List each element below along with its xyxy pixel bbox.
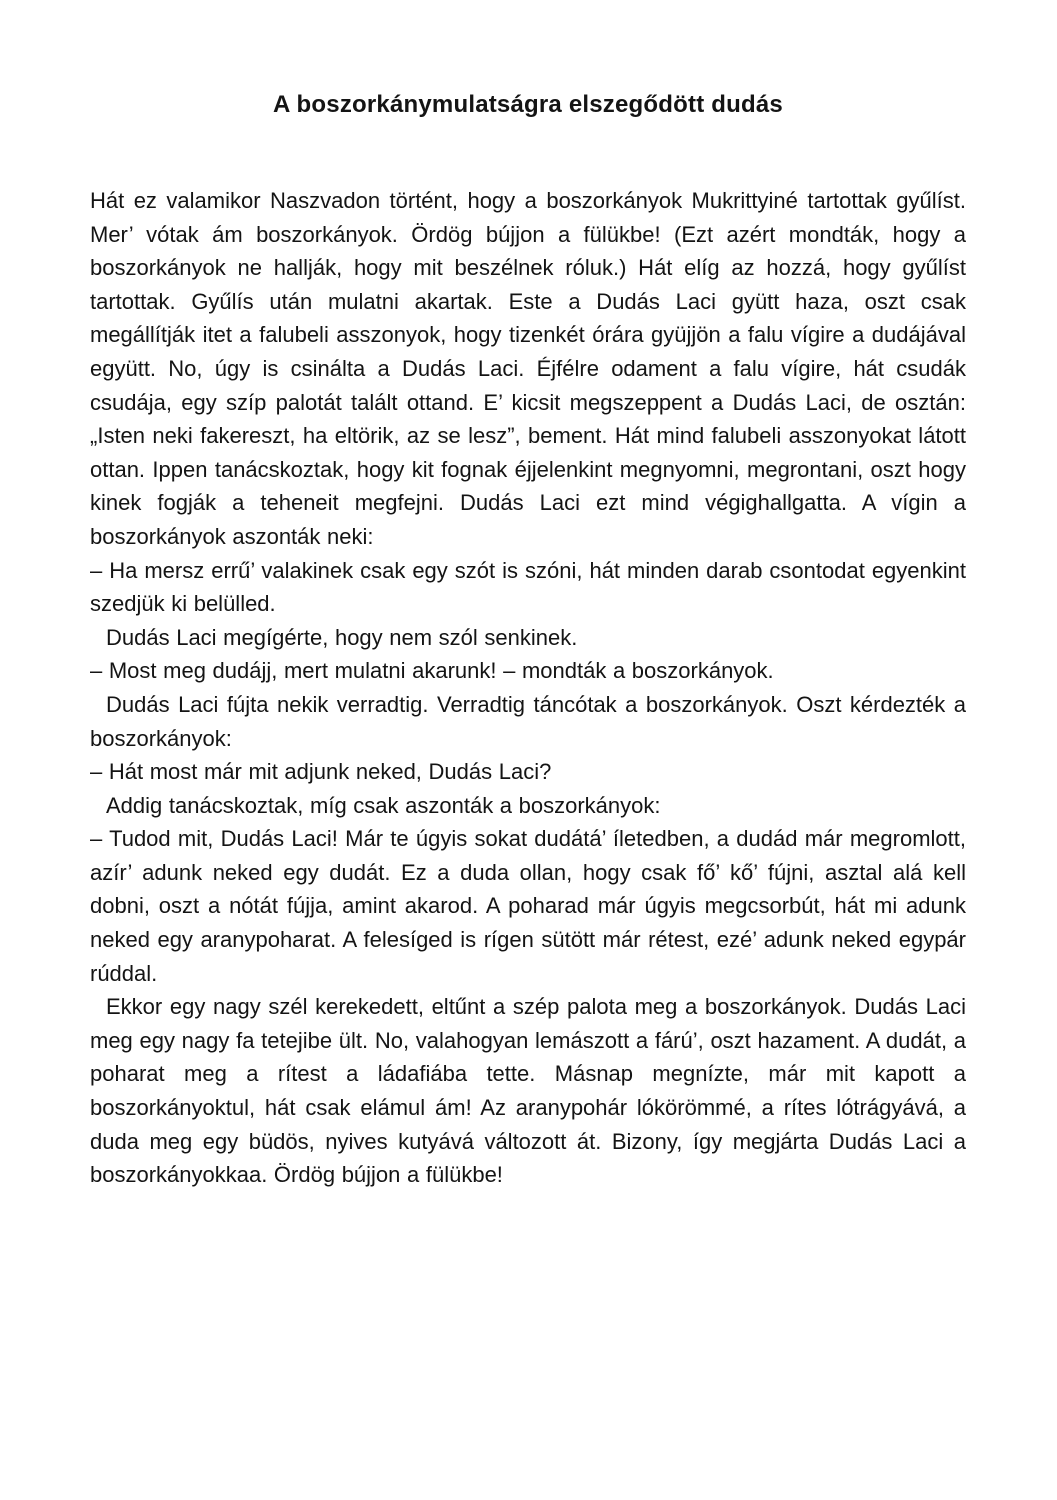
paragraph: – Most meg dudájj, mert mulatni akarunk! – mondták a boszorkányok.: [90, 658, 774, 684]
paragraph: – Hát most már mit adjunk neked, Dudás Laci?: [90, 759, 552, 785]
paragraph: – Tudod mit, Dudás Laci! Már te úgyis sokat dudátá’ íletedben, a dudád már megromlott, azír’ adunk neked egy dudát. Ez a duda ollan, hogy csak fő’ kő’ fújni, asztal alá kell dobni, oszt a nótát fújja, amint akarod. A poharad már úgyis megcsorbút, hát mi adunk neked egy aranypoharat. A felesíged is rígen sütött már rétest, ezé’ adunk neked egypár rúddal.: [90, 826, 966, 986]
paragraph: Dudás Laci fújta nekik verradtig. Verradtig táncótak a boszorkányok. Oszt kérdezték a boszorkányok:: [90, 691, 966, 751]
paragraph: – Ha mersz errű’ valakinek csak egy szót is szóni, hát minden darab csontodat egyenkint szedjük ki belülled.: [90, 557, 966, 617]
paragraph: Addig tanácskoztak, míg csak aszonták a boszorkányok:: [106, 792, 661, 818]
paragraph: Ekkor egy nagy szél kerekedett, eltűnt a szép palota meg a boszorkányok. Dudás Laci meg egy nagy fa tetejibe ült. No, valahogyan lemászott a fárú’, oszt hazament. A dudát, a poharat meg a rítest a ládafiába tette. Másnap megnízte, már mit kapott a boszorkányoktul, hát csak elámul ám! Az aranypohár lókörömmé, a rítes lótrágyává, a duda meg egy büdös, nyives kutyává változott át. Bizony, így megjárta Dudás Laci a boszorkányokkaa. Ördög bújjon a fülükbe!: [90, 994, 966, 1188]
paragraph: Dudás Laci megígérte, hogy nem szól senkinek.: [106, 624, 578, 650]
document-title: A boszorkánymulatságra elszegődött dudás: [273, 91, 783, 118]
paragraph: Hát ez valamikor Naszvadon történt, hogy a boszorkányok Mukrittyiné tartottak gyűlíst. Mer’ vótak ám boszorkányok. Ördög bújjon a fülükbe! (Ezt azért mondták, hogy a boszorkányok ne hallják, hogy mit beszélnek róluk.) Hát elíg az hozzá, hogy gyűlíst tartottak. Gyűlís után mulatni akartak. Este a Dudás Laci gyütt haza, oszt csak megállítják itet a falubeli asszonyok, hogy tizenkét órára gyüjjön a falu vígire a dudájával együtt. No, úgy is csinálta a Dudás Laci. Éjfélre odament a falu vígire, hát csudák csudája, egy szíp palotát talált ottand. E’ kicsit megszeppent a Dudás Laci, de osztán: „Isten neki fakereszt, ha eltörik, az se lesz”, bement. Hát mind falubeli asszonyokat látott ottan. Ippen tanácskoztak, hogy kit fognak éjjelenkint megnyomni, megrontani, oszt hogy kinek fogják a teheneit megfejni. Dudás Laci ezt mind végighallgatta. A vígin a boszorkányok aszonták neki:: [90, 188, 966, 549]
document-body: [90, 184, 966, 1192]
